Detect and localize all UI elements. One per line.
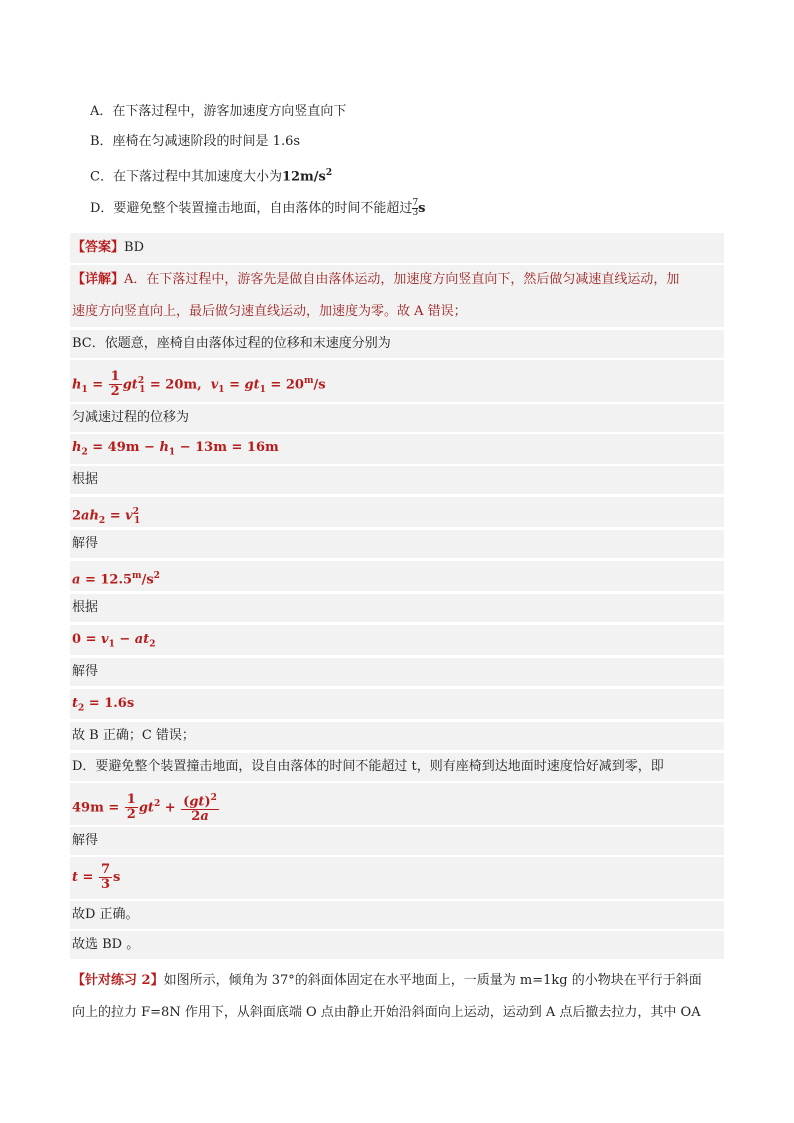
equation-8: t = $\frac{7}{3}$ s — [72, 862, 121, 892]
equation-6: $t_2 = 1.6s$ — [72, 696, 135, 714]
practice-label: 【针对练习 2】 — [72, 973, 164, 988]
label-genju-1: 根据 — [72, 472, 99, 487]
detail-label: 【详解】 — [72, 272, 125, 287]
option-d-fraction: $\frac{7}{3}$ — [412, 198, 419, 218]
final-answer: 故选 BD 。 — [72, 937, 140, 952]
answer-line — [72, 238, 144, 258]
option-d-unit: s — [418, 201, 426, 216]
option-c-value: 12m/s — [281, 169, 326, 185]
equation-5: $0 = v_1 - at_2$ — [72, 632, 156, 650]
equation-3: $2ah_2 = v^2_1$ — [72, 507, 141, 526]
detail-line-3: BC．依题意，座椅自由落体过程的位移和末速度分别为 — [72, 336, 391, 351]
detail-line-4: 匀减速过程的位移为 — [72, 410, 190, 425]
conclusion-d: 故D 正确。 — [72, 907, 139, 922]
equation-2: $h_2 = 49m - h_1 - 13m = 16m$ — [72, 440, 279, 458]
conclusion-bc: 故 B 正确；C 错误； — [72, 728, 195, 743]
option-c: C．在下落过程中其加速度大小为$12m/s^2$ — [90, 168, 333, 185]
option-a: A．在下落过程中，游客加速度方向竖直向下 — [90, 104, 347, 119]
answer-value: BD — [124, 240, 144, 255]
label-genju-2: 根据 — [72, 600, 99, 615]
detail-text-1: A．在下落过程中，游客先是做自由落体运动，加速度方向竖直向下，然后做匀减速直线运动，加 — [124, 272, 680, 287]
option-d — [90, 199, 426, 218]
answer-label: 【答案】 — [72, 240, 125, 255]
equation-7: 49m = $\frac{1}{2}$ $gt^2$ + $\frac{(gt)^2}{2a}$ — [72, 792, 217, 825]
practice-line-1 — [72, 971, 702, 991]
equation-4: $a = 12.5^m/s^2$ — [72, 571, 160, 588]
label-jiede-1: 解得 — [72, 536, 99, 551]
practice-line-2: 向上的拉力 F=8N 作用下，从斜面底端 O 点由静止开始沿斜面向上运动，运动到 A 点后撤去拉力，其中 OA — [72, 1005, 701, 1020]
label-jiede-2: 解得 — [72, 664, 99, 679]
option-c-text: C．在下落过程中其加速度大小为 — [90, 169, 282, 185]
practice-text-1: 如图所示，倾角为 37°的斜面体固定在水平地面上，一质量为 m=1kg 的小物块在平行于斜面 — [163, 973, 702, 988]
detail-line-2: 速度方向竖直向上，最后做匀速直线运动，加速度为零。故 A 错误； — [72, 304, 467, 319]
option-b: B．座椅在匀减速阶段的时间是 1.6s — [90, 134, 301, 149]
equation-1: $h_1$ = $\frac{1}{2}$ $gt^2_1 = 20m$, $v_1 = gt_1 = 20^m/s$ — [72, 369, 326, 400]
option-d-text: D．要避免整个装置撞击地面，自由落体的时间不能超过 — [90, 201, 413, 216]
detail-line-d: D．要避免整个装置撞击地面，设自由落体的时间不能超过 t，则有座椅到达地面时速度恰好减到零，即 — [72, 759, 664, 774]
label-jiede-3: 解得 — [72, 833, 99, 848]
detail-line-1 — [72, 270, 679, 290]
